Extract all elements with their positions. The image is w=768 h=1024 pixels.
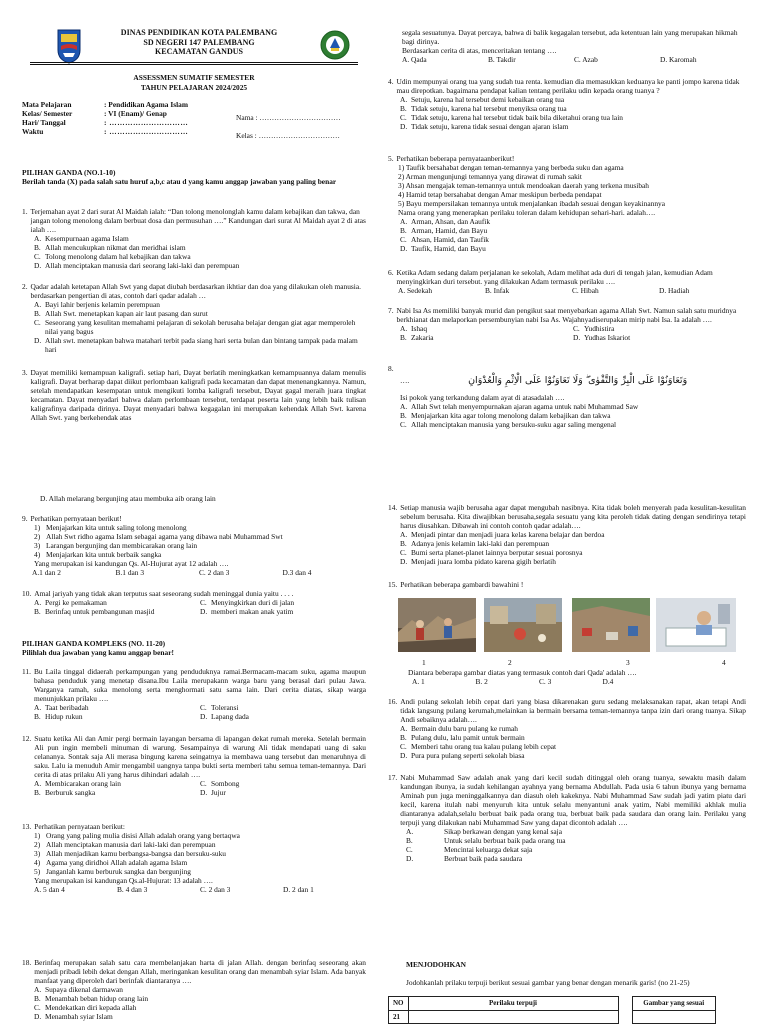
option[interactable]: A. Kesempurnaan agama Islam bbox=[34, 234, 129, 244]
option[interactable]: B. Berinfaq untuk pembangunan masjid bbox=[34, 607, 155, 617]
option[interactable]: D. Yudhas Iskariot bbox=[573, 333, 631, 343]
option-row bbox=[22, 885, 366, 894]
statement: 3) Allah menjadikan kamu berbangsa-bangsa dan bersuku-suku bbox=[34, 849, 226, 859]
table-cell-behavior bbox=[408, 1010, 618, 1024]
question-text: Perhatikan beberapa gambardi bawahini ! bbox=[400, 580, 524, 589]
question-1 bbox=[22, 207, 366, 270]
statement: 1) Orang yang paling mulia disisi Allah adalah orang yang bertaqwa bbox=[34, 831, 240, 841]
question-number: 3. bbox=[22, 368, 28, 377]
left-column bbox=[22, 0, 366, 1024]
option[interactable]: C. Seseorang yang kesulitan memahami pelajaran di sekolah berusaha belajar dengan giat agar memperoleh nilai yang bagus bbox=[34, 318, 356, 337]
option[interactable]: B. Berburuk sangka bbox=[34, 788, 96, 798]
option-grid bbox=[22, 779, 366, 797]
picture-2-flooded-street bbox=[484, 598, 562, 652]
question-4 bbox=[388, 77, 746, 131]
option[interactable]: C. Tolong menolong dalam hal kebajikan dan takwa bbox=[34, 252, 191, 262]
option[interactable]: D. memberi makan anak yatim bbox=[200, 607, 294, 617]
option[interactable]: A. Bayi lahir berjenis kelamin perempuan bbox=[34, 300, 160, 310]
question-text: segala sesuatunya. Dayat percaya, bahwa di balik kegagalan tersebut, ada ketentuan lain yang merupakan hikmah bagi dirinya. bbox=[402, 28, 738, 47]
question-15 bbox=[388, 580, 746, 589]
question-5 bbox=[388, 154, 746, 253]
right-column bbox=[388, 0, 746, 1024]
info-label: Waktu bbox=[22, 127, 44, 137]
option[interactable]: A. Sedekah bbox=[398, 286, 433, 296]
section3-instruction: Jodohkanlah prilaku terpuji berikut sesuai gambar yang benar dengan menarik garis! (no 21-25) bbox=[406, 978, 690, 987]
matching-table bbox=[388, 996, 716, 1024]
question-6 bbox=[388, 268, 746, 295]
option[interactable]: D. Menjadi juara lomba pidato karena gigih berlatih bbox=[400, 557, 556, 567]
option[interactable]: D. Lapang dada bbox=[200, 712, 249, 722]
question-number: 9. bbox=[22, 514, 28, 523]
option[interactable]: C. Yudhistira bbox=[573, 324, 615, 334]
picture-label: 3 bbox=[626, 658, 630, 667]
question-7 bbox=[388, 306, 746, 342]
option[interactable]: D. 2 dan 1 bbox=[283, 885, 314, 895]
question-text: Andi pulang sekolah lebih cepat dari yang biasa dikarenakan guru sedang melaksanakan rapat, akan tetapi Andi tidak langsung pulang kerumah,melainkan ia bermain bersama teman-temannya tanpa izin dari orang tuanya. Sikap Andi sebaiknya adalah…. bbox=[400, 697, 746, 725]
option[interactable]: A. Setuju, karena hal tersebut demi kebaikan orang tua bbox=[400, 95, 565, 105]
option[interactable]: B. Hidup rukun bbox=[34, 712, 83, 722]
statement: 1) Menjajarkan kita untuk saling tolong menolong bbox=[34, 523, 187, 533]
option[interactable]: C. Allah menciptakan manusia yang bersuku-suku agar saling mengenal bbox=[400, 419, 617, 429]
class-field[interactable]: Kelas : …………………………… bbox=[236, 131, 340, 140]
question-16 bbox=[388, 697, 746, 760]
question-number: 13. bbox=[22, 822, 32, 831]
question-text: Isi pokok yang terkandung dalam ayat di atasadalah …. bbox=[400, 392, 565, 402]
question-number: 1. bbox=[22, 207, 28, 216]
option[interactable]: C. Mendekatkan diri kepada allah bbox=[34, 1003, 137, 1013]
option[interactable]: D. Allah menciptakan manusia dari seorang laki-laki dan perempuan bbox=[34, 261, 240, 271]
question-number: 2. bbox=[22, 282, 28, 291]
option[interactable]: C. Mencintai keluarga dekat saja bbox=[406, 845, 533, 855]
district-name: KECAMATAN GANDUS bbox=[155, 47, 243, 56]
arabic-verse-row bbox=[388, 375, 746, 387]
option[interactable]: B. Arman, Hamid, dan Bayu bbox=[400, 226, 488, 236]
question-text: Yang merupakan isi kandungan Qs.al-Hujurat: 13 adalah …. bbox=[34, 876, 213, 886]
question-18 bbox=[22, 958, 366, 1021]
question-number: 18. bbox=[22, 958, 32, 967]
option[interactable]: B. Tidak setuju, karena hal tersebut menyiksa orang tua bbox=[400, 104, 567, 114]
option[interactable]: C. 3 bbox=[539, 677, 552, 686]
option-grid bbox=[22, 703, 366, 721]
info-row bbox=[22, 100, 366, 109]
option[interactable]: B. Takdir bbox=[488, 55, 516, 65]
section3-title: MENJODOHKAN bbox=[406, 960, 466, 969]
option[interactable]: A.1 dan 2 bbox=[32, 568, 61, 578]
question-number: 6. bbox=[388, 268, 394, 277]
option-row bbox=[402, 55, 746, 64]
option[interactable]: D. Tidak setuju, karena tidak sesuai dengan ajaran islam bbox=[400, 122, 569, 132]
question-text: Perhatikan beberapa pernyataanberikut! bbox=[396, 154, 515, 163]
question-3-continued bbox=[402, 28, 746, 64]
school-name: SD NEGERI 147 PALEMBANG bbox=[143, 38, 255, 47]
ellipsis: …. bbox=[400, 376, 410, 386]
table-header-no: NO bbox=[389, 997, 409, 1011]
statement: 2) Allah menciptakan manusia dari laki-laki dan perempuan bbox=[34, 840, 216, 850]
question-number: 10. bbox=[22, 589, 32, 598]
table-header-picture: Gambar yang sesuai bbox=[632, 997, 716, 1011]
option[interactable]: A. Qada bbox=[402, 55, 427, 65]
statement: 4) Agama yang diridhoi Allah adalah agama Islam bbox=[34, 858, 188, 868]
header-divider bbox=[30, 62, 358, 65]
question-text: Qadar adalah ketetapan Allah Swt yang dapat diubah berdasarkan ikhtiar dan doa yang dilakukan oleh manusia. berdasarkan pengertian di atas, contoh dari qadar adalah … bbox=[30, 282, 361, 301]
info-label: Kelas/ Semester bbox=[22, 109, 73, 119]
option-grid bbox=[388, 324, 746, 342]
question-text: Bu Laila tinggal didaerah perkampungan yang penduduknya ramai.Bermacam-macam suku, agama maupun bahasa penduduk yang menetap disana.Ibu Laila merupakann warga baru yang berasal dari pulau Jawa. Warganya ramah, suka menolong serta menghormati satu sama lain. Dari cerita diatas, sikap warga menunjukkan prilaku …. bbox=[33, 667, 366, 704]
picture-label: 2 bbox=[508, 658, 512, 667]
option[interactable]: A. Sikap berkawan dengan yang kenal saja bbox=[406, 827, 563, 837]
question-text: Setiap manusia wajib berusaha agar dapat mengubah nasibnya. Kita tidak boleh menyerah pada kesulitan-kesulitan sebelum berusaha. Kita diwajibkan berusaha,segala sesuatu yang kita peroleh tidak dating dengan sendirinya tetapi harus diusahkan. Dibawah ini contoh contoh qadar adalah…. bbox=[400, 503, 746, 531]
option[interactable]: D.4 bbox=[602, 677, 614, 686]
info-label: Hari/ Tanggal bbox=[22, 118, 66, 128]
option[interactable]: A. Pergi ke pemakaman bbox=[34, 598, 107, 608]
table-spacer bbox=[618, 1010, 632, 1024]
section1-instruction: Berilah tanda (X) pada salah satu huruf a,b,c atau d yang kamu anggap jawaban yang paling benar bbox=[22, 177, 337, 186]
option[interactable]: C. Memberi tahu orang tua kalau pulang lebih cepat bbox=[400, 742, 557, 752]
option[interactable]: D. Karomah bbox=[660, 55, 697, 65]
section1-title: PILIHAN GANDA (NO.1-10) bbox=[22, 168, 116, 177]
info-value: : ………………………… bbox=[104, 118, 189, 128]
question-text: Terjemahan ayat 2 dari surat Al Maidah ialah: “Dan tolong menolonglah kamu dalam kebajikan dan takwa, dan jangan tolong menolong dalam berbuat dosa dan permusuhan ….” Kandungan dari surat Al Maidah ayat 2 di atas ialah …. bbox=[30, 207, 366, 235]
section2-title: PILIHAN GANDA KOMPLEKS (NO. 11-20) bbox=[22, 639, 166, 648]
statement: 2) Arman mengunjungi temannya yang dirawat di rumah sakit bbox=[398, 172, 582, 182]
question-text: Berinfaq merupakan salah satu cara membelanjakan harta di jalan Allah. dengan berinfaq seseorang akan menjadi pribadi lebih dekat dengan Allah, meringankan kesulitan orang dan menambah syiar Islam. Ada banyak manfaat yang diperoleh dari berinfak diantaranya …. bbox=[34, 958, 366, 986]
option[interactable]: C. Bumi serta planet-planet lainnya berputar sesuai porosnya bbox=[400, 548, 583, 558]
picture-4-patient-bed bbox=[656, 598, 736, 652]
option[interactable]: B. Adanya jenis kelamin laki-laki dan perempuan bbox=[400, 539, 550, 549]
option[interactable]: B. Infak bbox=[485, 286, 510, 296]
option[interactable]: D. Jujur bbox=[200, 788, 226, 798]
option-grid bbox=[22, 598, 366, 616]
picture-1-rubble-scene bbox=[398, 598, 476, 652]
table-cell-picture[interactable] bbox=[632, 1010, 716, 1024]
option[interactable]: A. Ishaq bbox=[400, 324, 428, 334]
question-number: 17. bbox=[388, 773, 398, 782]
option[interactable]: A. Bermain dulu baru pulang ke rumah bbox=[400, 724, 518, 734]
option[interactable]: D. Allah melarang bergunjing atau membuka aib orang lain bbox=[40, 494, 216, 503]
exam-year: TAHUN PELAJARAN 2024/2025 bbox=[140, 83, 248, 92]
picture-label: 1 bbox=[422, 658, 426, 667]
option[interactable]: D.3 dan 4 bbox=[282, 568, 312, 578]
statement: 5) Bayu mempersilakan temannya untuk menjalankan ibadah sesuai dengan keyakinannya bbox=[398, 199, 666, 209]
option[interactable]: C. 2 dan 3 bbox=[199, 568, 230, 578]
option-row bbox=[22, 568, 366, 577]
table-spacer bbox=[618, 997, 632, 1011]
picture-3-landslide bbox=[572, 598, 650, 652]
question-9 bbox=[22, 514, 366, 577]
option[interactable]: C. Menyingkirkan duri di jalan bbox=[200, 598, 295, 608]
question-number: 15. bbox=[388, 580, 398, 589]
option[interactable]: A. Menjadi pintar dan menjadi juara kelas karena belajar dan berdoa bbox=[400, 530, 605, 540]
option[interactable]: C. 2 dan 3 bbox=[200, 885, 231, 895]
option-row bbox=[404, 677, 666, 686]
question-12 bbox=[22, 734, 366, 797]
option[interactable]: C. Hibah bbox=[572, 286, 599, 296]
agency-name: DINAS PENDIDIKAN KOTA PALEMBANG bbox=[120, 28, 278, 37]
exam-title: ASSESSMEN SUMATIF SEMESTER bbox=[133, 73, 255, 82]
question-text: Nabi Muhammad Saw adalah anak yang dari kecil sudah ditinggal oleh orang tuanya, sewaktu masih dalam kandungan ibunya, ia sudah kehilangan ayahnya yang bernama Abdullah. Pada usia 6 tahun ibunya yang bernama Aminah pun juga meninggalkannya dan diasuh oleh kakeknya. Nabi Muhammad Saw sudah jadi yatim piatu dari kecil, karena itulah nabi menyuruh kita untuk selalu menyantuni anak yatim, Nabi memiliki akhlak mulia diantaranya adalah,selalu berbuat baik pada orang tua, berbuat baik pada saudara dan orang lain. Perilaku yang terpuji yang dilakukan nabi Muhammad Saw yang dapat dicontoh adalah …. bbox=[400, 773, 746, 828]
statement: 4) Menjajarkan kita untuk berbaik sangka bbox=[34, 550, 162, 560]
question-text: Dayat memiliki kemampuan kaligrafi. setiap hari, Dayat berlatih meningkatkan kemampuannya dalam menulis kaligrafi. Dayat berharap dapat diikut perlombaan kaligrafi pada kecamatan dan dapat menenangkannya. Namun, setelah mendapatkan kesempatan untuk mengikuti lomba kaligrafi tersebut, Dayat gagal meraih juara tingkat kecamatan. Dayat menyadari bahwa dalam perlombaan tersebut, terdapat peserta lain yang lebih baik tulisan kaligrafinya daripada dirinya. Dayat menyadari bahwa kegagalan ini merupakan kehendak Allah Swt. karena Allah Swt. yang berkehendak atas bbox=[30, 368, 366, 423]
option[interactable]: B. Menjajarkan kita agar tolong menolong dalam kebajikan dan takwa bbox=[400, 410, 611, 420]
question-text: Nama orang yang menerapkan perilaku toleran dalam kehidupan sehari-hari. adalah…. bbox=[398, 208, 656, 218]
question-number: 16. bbox=[388, 697, 398, 706]
statement: 4) Hamid tetap bersahabat dengan Amar meskipun berbeda pendapat bbox=[398, 190, 602, 200]
question-text: Perhatikan pernyataan berikut: bbox=[34, 822, 125, 831]
question-number: 14. bbox=[388, 503, 398, 512]
option[interactable]: D. Hadiah bbox=[659, 286, 690, 296]
statement: 2) Allah Swt ridho agama Islam sebagai agama yang dibawa nabi Muhammad Swt bbox=[34, 532, 283, 542]
arabic-verse: وَتَعَاوَنُوْا عَلَى الْبِرِّ وَالتَّقْوٰى ۖ وَلَا تَعَاوَنُوْا عَلَى الْاِثْمِ وَالْعُدْوَانِ bbox=[468, 375, 688, 387]
option[interactable]: C. Azab bbox=[574, 55, 598, 65]
question-number: 5. bbox=[388, 154, 394, 163]
statement: 3) Larangan bergunjing dan membicarakan orang lain bbox=[34, 541, 198, 551]
option[interactable]: A. Arman, Ahsan, dan Aaufik bbox=[400, 217, 491, 227]
statement: 3) Ahsan mengajak teman-temannya untuk mendoakan daerah yang terkena musibah bbox=[398, 181, 649, 191]
question-text: Yang merupakan isi kandungan Qs. Al-Hujurat ayat 12 adalah …. bbox=[34, 559, 229, 569]
question-number: 8. bbox=[388, 364, 394, 373]
table-header-behavior: Perilaku terpuji bbox=[408, 997, 618, 1011]
question-number: 12. bbox=[22, 734, 32, 743]
question-text: Amal jariyah yang tidak akan terputus saat seseorang sudah meninggal dunia yaitu . . . . bbox=[34, 589, 294, 598]
option[interactable]: C. Ahsan, Hamid, dan Taufik bbox=[400, 235, 489, 245]
option-row bbox=[388, 286, 746, 295]
info-value: : ………………………… bbox=[104, 127, 189, 137]
picture-label: 4 bbox=[722, 658, 726, 667]
option[interactable]: C. Sombong bbox=[200, 779, 240, 789]
question-text: Nabi Isa As memiliki banyak murid dan pengikut saat menyebarkan agama Allah Swt. Namun salah satu muridnya berkhianat dan melaporkan persembunyian nabi Isa As. Wajahnyadiserupakan mirip nabi Isa. Ia adalah …. bbox=[396, 306, 737, 325]
question-text: Berdasarkan cerita di atas, menceritakan tentang …. bbox=[402, 46, 557, 56]
option[interactable]: D. Allah swt. menetapkan bahwa matahari terbit pada siang hari serta bulan dan bintang tampak pada malam hari bbox=[34, 336, 358, 355]
question-14 bbox=[388, 503, 746, 566]
question-17 bbox=[388, 773, 746, 863]
question-text: Ketika Adam sedang dalam perjalanan ke sekolah, Adam melihat ada duri di tengah jalan, kemudian Adam menyingkirkan duri tersebut. yang dilakukan Adam termasuk perilaku …. bbox=[396, 268, 713, 287]
option[interactable]: C. Tidak setuju, karena hal tersebut tidak baik bila diketahui orang tua lain bbox=[400, 113, 623, 123]
question-text: Diantara beberapa gambar diatas yang termasuk contoh dari Qada' adalah …. bbox=[408, 668, 637, 677]
statement: 1) Taufik bersahabat dengan teman-temannya yang berbeda suku dan agama bbox=[398, 163, 624, 173]
option[interactable]: A. Supaya dikenal darmawan bbox=[34, 985, 123, 995]
name-field[interactable]: Nama : …………………………… bbox=[236, 113, 341, 122]
option[interactable]: B. Allah mencukupkan nikmat dan meridhai islam bbox=[34, 243, 186, 253]
option[interactable]: A. Allah Swt telah menyempurnakan ajaran agama untuk nabi Muhammad Saw bbox=[400, 401, 639, 411]
info-label: Mata Pelajaran bbox=[22, 100, 72, 109]
question-number: 4. bbox=[388, 77, 394, 86]
question-10 bbox=[22, 589, 366, 616]
option[interactable]: B. Menambah beban hidup orang lain bbox=[34, 994, 149, 1004]
question-3 bbox=[22, 368, 366, 422]
option[interactable]: D. Taufik, Hamid, dan Bayu bbox=[400, 244, 486, 254]
question-text: Perhatikan pernyataan berikut! bbox=[30, 514, 122, 523]
question-2 bbox=[22, 282, 366, 354]
option[interactable]: B. Untuk selalu berbuat baik pada orang tua bbox=[406, 836, 566, 846]
option[interactable]: D. Menambah syiar Islam bbox=[34, 1012, 113, 1022]
option[interactable]: C. Toleransi bbox=[200, 703, 239, 713]
question-text: Suatu ketika Ali dan Amir pergi bermain layangan bersama di lapangan dekat rumah mereka. Setelah bermain Ali pun ingin membeli minuman di warung. Sesampainya di warung Ali tidak mendapati uang di saku celananya. Sontak saja Ali merasa bingung karena seingatnya ia membawa uang tersebut dan menaruhnya di saku. Lalu ia menuduh Amir mengambil uangnya tanpa bukti serta memberi tahu semua teman-temannya. Dari cerita di atas prilaku Ali yang harus dihindari adalah …. bbox=[34, 734, 366, 780]
option[interactable]: B. Pulang dulu, lalu pamit untuk bermain bbox=[400, 733, 525, 743]
info-value: : VI (Enam)/ Genap bbox=[104, 109, 167, 119]
option[interactable]: D. Berbuat baik pada saudara bbox=[406, 854, 523, 864]
option[interactable]: A. 1 bbox=[412, 677, 425, 686]
question-11 bbox=[22, 667, 366, 721]
option[interactable]: B. Zakaria bbox=[400, 333, 434, 343]
info-value: : Pendidikan Agama Islam bbox=[104, 100, 188, 109]
statement: 5) Janganlah kamu berburuk sangka dan bergunjing bbox=[34, 867, 191, 877]
option[interactable]: A. Membicarakan orang lain bbox=[34, 779, 121, 789]
question-text: Udin mempunyai orang tua yang sudah tua renta. kemudian dia memasukkan keduanya ke panti jompo karena tidak mau direpotkan. bagaimana pendapat kalian tentang perilaku udin kepada orang tuanya ? bbox=[396, 77, 740, 96]
option[interactable]: A. Taat beribadah bbox=[34, 703, 89, 713]
question-number: 11. bbox=[22, 667, 31, 676]
option[interactable]: A. 5 dan 4 bbox=[34, 885, 65, 895]
question-13 bbox=[22, 822, 366, 894]
question-8 bbox=[388, 364, 746, 429]
section2-instruction: Pilihlah dua jawaban yang kamu anggap benar! bbox=[22, 648, 174, 657]
option[interactable]: B.1 dan 3 bbox=[115, 568, 145, 578]
option[interactable]: B. 4 dan 3 bbox=[117, 885, 148, 895]
option[interactable]: B. 2 bbox=[475, 677, 488, 686]
option[interactable]: D. Pura pura pulang seperti sekolah biasa bbox=[400, 751, 525, 761]
table-cell-no: 21 bbox=[389, 1010, 409, 1024]
question-number: 7. bbox=[388, 306, 394, 315]
option[interactable]: B. Allah Swt. menetapkan kapan air laut pasang dan surut bbox=[34, 309, 208, 319]
